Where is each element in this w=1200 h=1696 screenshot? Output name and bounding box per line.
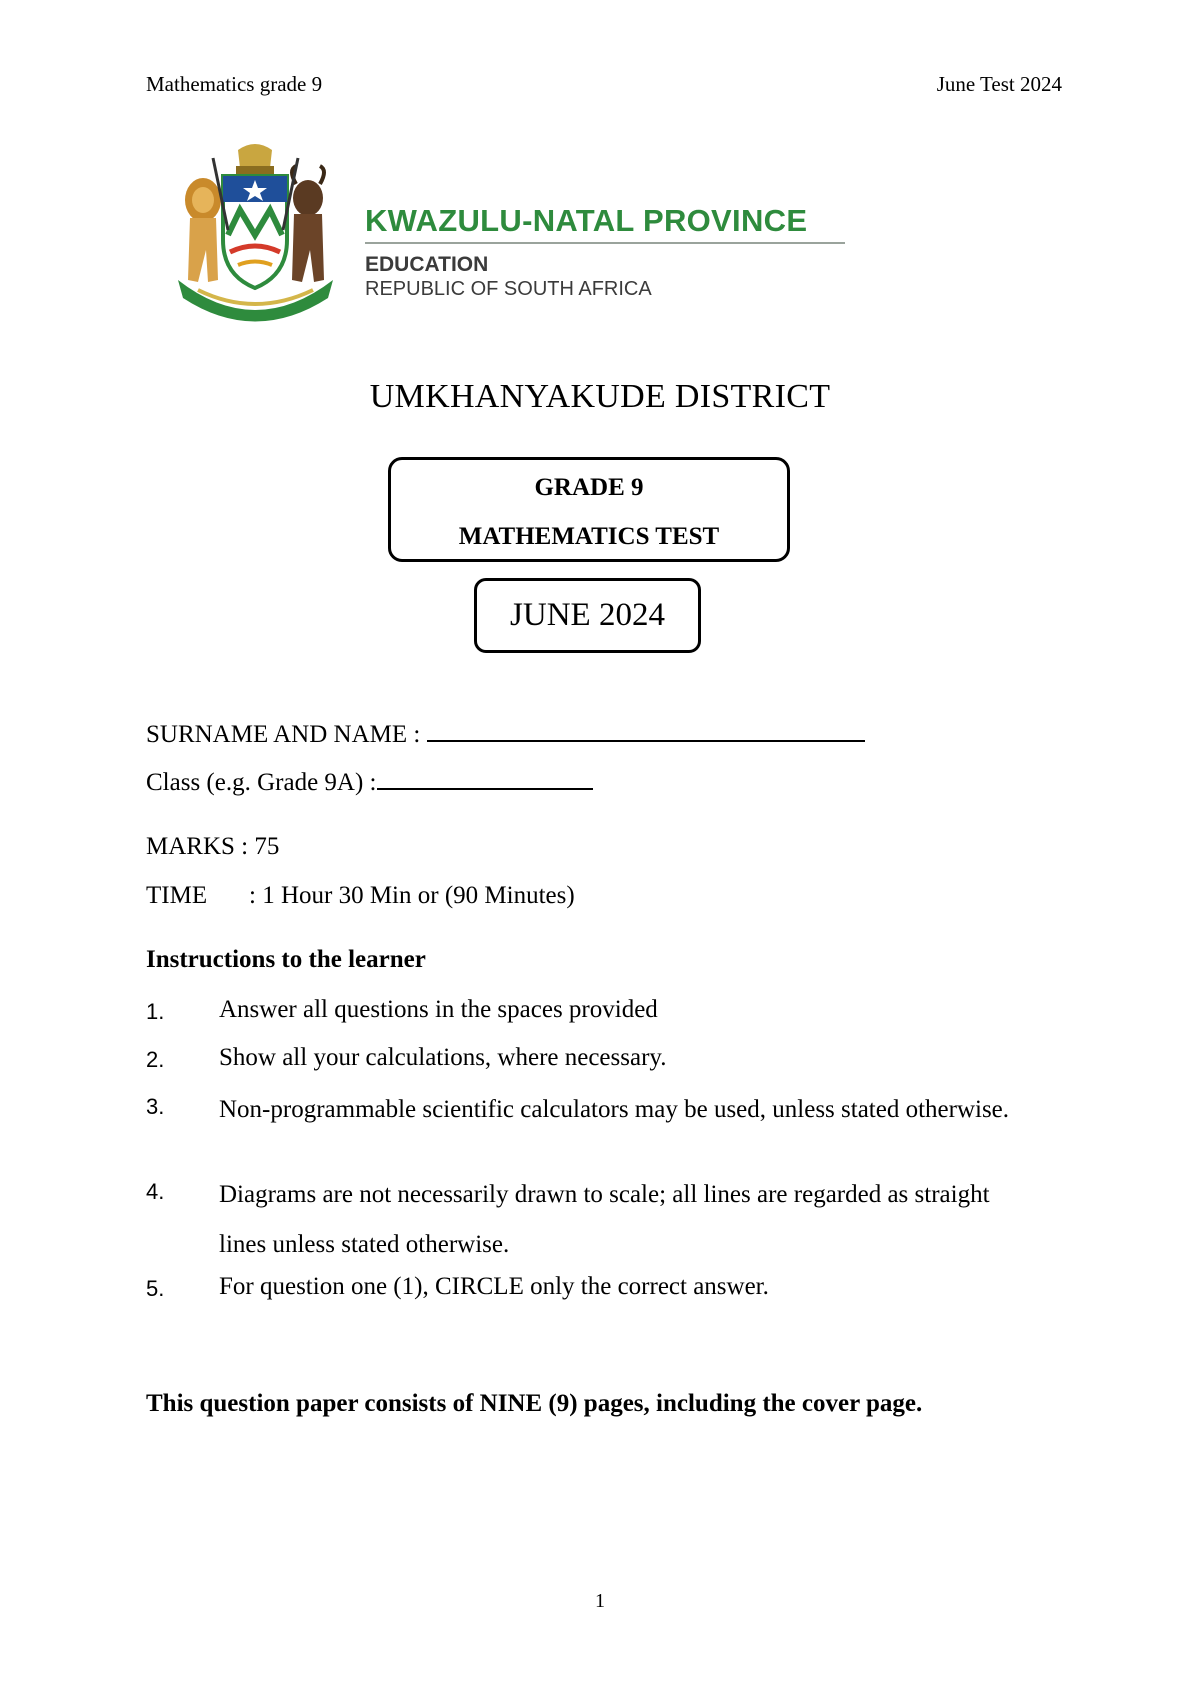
- instruction-number: 1.: [146, 999, 165, 1024]
- header-subject: Mathematics grade 9: [146, 72, 323, 96]
- instruction-text: Non-programmable scientific calculators may be used, unless stated otherwise.: [219, 1096, 1010, 1123]
- test-date: JUNE 2024: [474, 578, 701, 653]
- class-label: Class (e.g. Grade 9A) :: [146, 769, 377, 796]
- org-country: REPUBLIC OF SOUTH AFRICA: [365, 278, 652, 301]
- org-logo-text: [365, 205, 845, 301]
- org-name: KWAZULU-NATAL PROVINCE: [365, 203, 808, 238]
- instruction-text: Show all your calculations, where necessary.: [219, 1044, 667, 1071]
- name-field[interactable]: [146, 720, 865, 749]
- coat-of-arms-icon: [168, 140, 343, 325]
- time-value: : 1 Hour 30 Min or (90 Minutes): [249, 882, 575, 909]
- instruction-text: Answer all questions in the spaces provided: [219, 996, 658, 1023]
- org-divider: [365, 242, 845, 244]
- name-label: SURNAME AND NAME :: [146, 721, 427, 748]
- test-title-box: [388, 457, 790, 562]
- instructions-heading: Instructions to the learner: [146, 946, 426, 973]
- grade-label: GRADE 9: [534, 474, 644, 501]
- subject-label: MATHEMATICS TEST: [458, 523, 720, 550]
- time-info: [146, 882, 575, 910]
- instruction-text: For question one (1), CIRCLE only the correct answer.: [219, 1273, 769, 1300]
- instruction-number: 5.: [146, 1276, 165, 1301]
- class-input-line[interactable]: [377, 768, 593, 790]
- instruction-number: 3.: [146, 1094, 165, 1119]
- header-test-name: June Test 2024: [936, 72, 1062, 96]
- page-number: 1: [595, 1590, 605, 1612]
- name-input-line[interactable]: [427, 720, 865, 742]
- instruction-number: 2.: [146, 1047, 165, 1072]
- district-title: UMKHANYAKUDE DISTRICT: [369, 378, 831, 415]
- org-department: EDUCATION: [365, 253, 489, 276]
- instruction-text: Diagrams are not necessarily drawn to scale; all lines are regarded as straight lines unless stated otherwise.: [219, 1181, 990, 1258]
- page-count-note: This question paper consists of NINE (9) pages, including the cover page.: [146, 1390, 923, 1417]
- time-label: TIME: [146, 882, 208, 909]
- instruction-number: 4.: [146, 1179, 165, 1204]
- class-field[interactable]: [146, 768, 593, 797]
- marks-info: MARKS : 75: [146, 833, 280, 860]
